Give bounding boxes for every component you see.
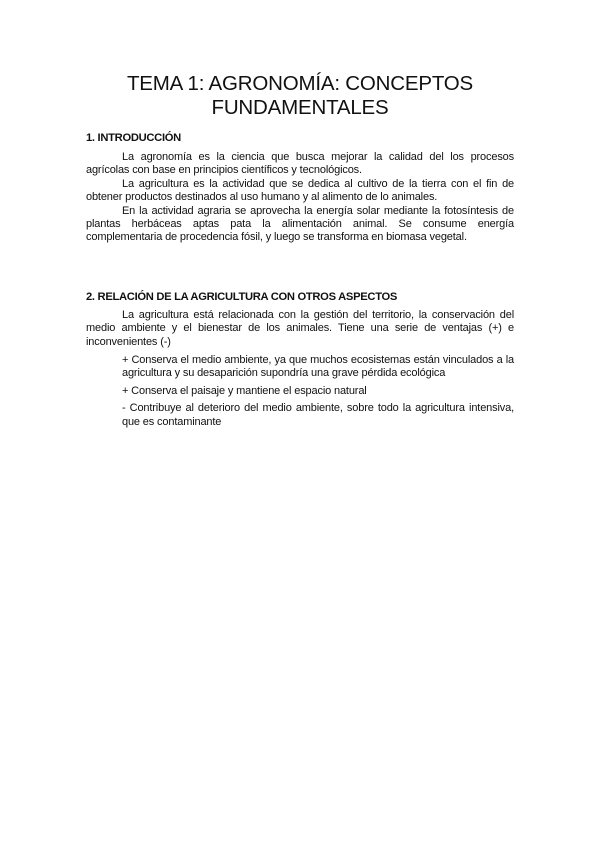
section-body-relacion [86, 309, 514, 349]
section-heading-relacion: 2. RELACIÓN DE LA AGRICULTURA CON OTROS ASPECTOS [86, 291, 398, 303]
pros-cons-list [122, 354, 514, 433]
paragraph: La agricultura está relacionada con la gestión del territorio, la conservación del medio ambiente y el bienestar de los animales. Tiene una serie de ventajas (+) e inconvenientes (-) [86, 309, 514, 348]
paragraph: La agronomía es la ciencia que busca mejorar la calidad del los procesos agrícolas con base en principios científicos y tecnológicos. [86, 151, 514, 177]
section-heading-introduccion: 1. INTRODUCCIÓN [86, 132, 181, 144]
list-item: - Contribuye al deterioro del medio ambiente, sobre todo la agricultura intensiva, que es contaminante [122, 402, 514, 428]
paragraph: La agricultura es la actividad que se dedica al cultivo de la tierra con el fin de obtener productos destinados al uso humano y al alimento de lo animales. [86, 177, 514, 204]
list-item: + Conserva el paisaje y mantiene el espacio natural [122, 384, 367, 397]
list-item: + Conserva el medio ambiente, ya que muchos ecosistemas están vinculados a la agricultura y su desaparición supondría una grave pérdida ecológica [122, 354, 514, 380]
paragraph: En la actividad agraria se aprovecha la energía solar mediante la fotosíntesis de plantas herbáceas aptas pata la alimentación animal. Se consume energía complementaria de procedencia fósil, y luego se transforma en biomasa vegetal. [86, 204, 514, 244]
document-title: TEMA 1: AGRONOMÍA: CONCEPTOS FUNDAMENTALES [126, 72, 473, 119]
section-body-introduccion [86, 151, 514, 245]
